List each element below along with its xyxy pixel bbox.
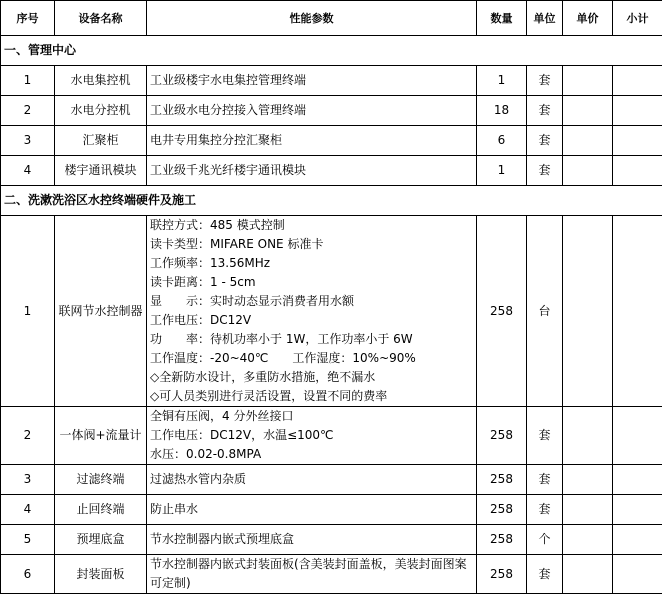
cell-subtotal [613, 156, 662, 186]
table-row [1, 66, 662, 96]
cell-qty: 1 [477, 66, 527, 96]
header-row [1, 1, 662, 36]
spec-line: 功 率：待机功率小于 1W，工作功率小于 6W [150, 332, 413, 346]
cell-qty: 258 [477, 555, 527, 594]
cell-name: 楼宇通讯模块 [55, 156, 147, 186]
cell-subtotal [613, 126, 662, 156]
cell-spec: 工业级千兆光纤楼宇通讯模块 [147, 156, 477, 186]
cell-no: 2 [1, 407, 55, 465]
cell-price [563, 465, 613, 495]
cell-name: 汇聚柜 [55, 126, 147, 156]
cell-unit: 套 [527, 126, 563, 156]
cell-spec: 防止串水 [147, 495, 477, 525]
cell-qty: 258 [477, 465, 527, 495]
spec-line: 联控方式：485 模式控制 [150, 218, 285, 232]
cell-price [563, 555, 613, 594]
cell-no: 2 [1, 96, 55, 126]
cell-price [563, 66, 613, 96]
cell-unit: 套 [527, 555, 563, 594]
cell-unit: 个 [527, 525, 563, 555]
cell-price [563, 525, 613, 555]
section-title: 二、洗漱洗浴区水控终端硬件及施工 [1, 186, 662, 216]
spec-line: 水压：0.02-0.8MPA [150, 447, 262, 461]
header-qty: 数量 [477, 1, 527, 36]
cell-price [563, 216, 613, 407]
cell-name: 一体阀+流量计 [55, 407, 147, 465]
cell-name: 水电集控机 [55, 66, 147, 96]
section-row [1, 36, 662, 66]
cell-subtotal [613, 407, 662, 465]
spec-line: 读卡类型：MIFARE ONE 标准卡 [150, 237, 324, 251]
cell-no: 4 [1, 495, 55, 525]
table-row [1, 126, 662, 156]
section-row [1, 186, 662, 216]
table-row [1, 525, 662, 555]
spec-line: 工作电压：DC12V，水温≤100℃ [150, 428, 334, 442]
cell-no: 1 [1, 216, 55, 407]
cell-qty: 18 [477, 96, 527, 126]
cell-no: 5 [1, 525, 55, 555]
section-title: 一、管理中心 [1, 36, 662, 66]
cell-subtotal [613, 216, 662, 407]
spec-line: ◇可人员类别进行灵活设置，设置不同的费率 [150, 389, 388, 403]
cell-spec: 工业级水电分控接入管理终端 [147, 96, 477, 126]
cell-no: 4 [1, 156, 55, 186]
cell-subtotal [613, 555, 662, 594]
cell-price [563, 407, 613, 465]
spec-line: 读卡距离：1 - 5cm [150, 275, 256, 289]
cell-spec [147, 555, 477, 594]
cell-price [563, 495, 613, 525]
header-name: 设备名称 [55, 1, 147, 36]
cell-qty: 258 [477, 525, 527, 555]
header-spec: 性能参数 [147, 1, 477, 36]
cell-subtotal [613, 525, 662, 555]
table-row [1, 216, 662, 407]
spec-line: ◇全新防水设计，多重防水措施，绝不漏水 [150, 370, 376, 384]
header-subtotal: 小计 [613, 1, 662, 36]
table-row [1, 96, 662, 126]
cell-price [563, 96, 613, 126]
cell-qty: 258 [477, 495, 527, 525]
cell-spec [147, 407, 477, 465]
cell-name: 止回终端 [55, 495, 147, 525]
table-row [1, 407, 662, 465]
cell-unit: 套 [527, 465, 563, 495]
cell-qty: 1 [477, 156, 527, 186]
cell-price [563, 126, 613, 156]
spec-line: 显 示：实时动态显示消费者用水额 [150, 294, 355, 308]
header-no: 序号 [1, 1, 55, 36]
cell-unit: 台 [527, 216, 563, 407]
table-row [1, 156, 662, 186]
cell-spec: 过滤热水管内杂质 [147, 465, 477, 495]
cell-unit: 套 [527, 407, 563, 465]
cell-no: 6 [1, 555, 55, 594]
cell-name: 封装面板 [55, 555, 147, 594]
cell-unit: 套 [527, 66, 563, 96]
cell-spec: 电井专用集控分控汇聚柜 [147, 126, 477, 156]
cell-subtotal [613, 465, 662, 495]
spec-line: 全铜有压阀，4 分外丝接口 [150, 409, 294, 423]
cell-qty: 258 [477, 216, 527, 407]
cell-spec [147, 216, 477, 407]
spec-line: 工作频率：13.56MHz [150, 256, 271, 270]
cell-subtotal [613, 495, 662, 525]
cell-name: 预埋底盒 [55, 525, 147, 555]
cell-qty: 258 [477, 407, 527, 465]
cell-subtotal [613, 66, 662, 96]
cell-no: 3 [1, 465, 55, 495]
spec-line: 工作电压：DC12V [150, 313, 252, 327]
spec-line: 工作温度：-20~40℃ 工作湿度：10%~90% [150, 351, 416, 365]
cell-name: 联网节水控制器 [55, 216, 147, 407]
cell-no: 3 [1, 126, 55, 156]
cell-spec: 节水控制器内嵌式预埋底盒 [147, 525, 477, 555]
cell-name: 水电分控机 [55, 96, 147, 126]
spec-line: 节水控制器内嵌式封装面板(含美装封面盖板，美装封面图案可定制) [150, 557, 467, 590]
table-row [1, 495, 662, 525]
cell-unit: 套 [527, 495, 563, 525]
cell-no: 1 [1, 66, 55, 96]
cell-qty: 6 [477, 126, 527, 156]
cell-price [563, 156, 613, 186]
table-row [1, 465, 662, 495]
header-price: 单价 [563, 1, 613, 36]
cell-subtotal [613, 96, 662, 126]
cell-unit: 套 [527, 96, 563, 126]
cell-unit: 套 [527, 156, 563, 186]
table-row [1, 555, 662, 594]
cell-name: 过滤终端 [55, 465, 147, 495]
header-unit: 单位 [527, 1, 563, 36]
cell-spec: 工业级楼宇水电集控管理终端 [147, 66, 477, 96]
